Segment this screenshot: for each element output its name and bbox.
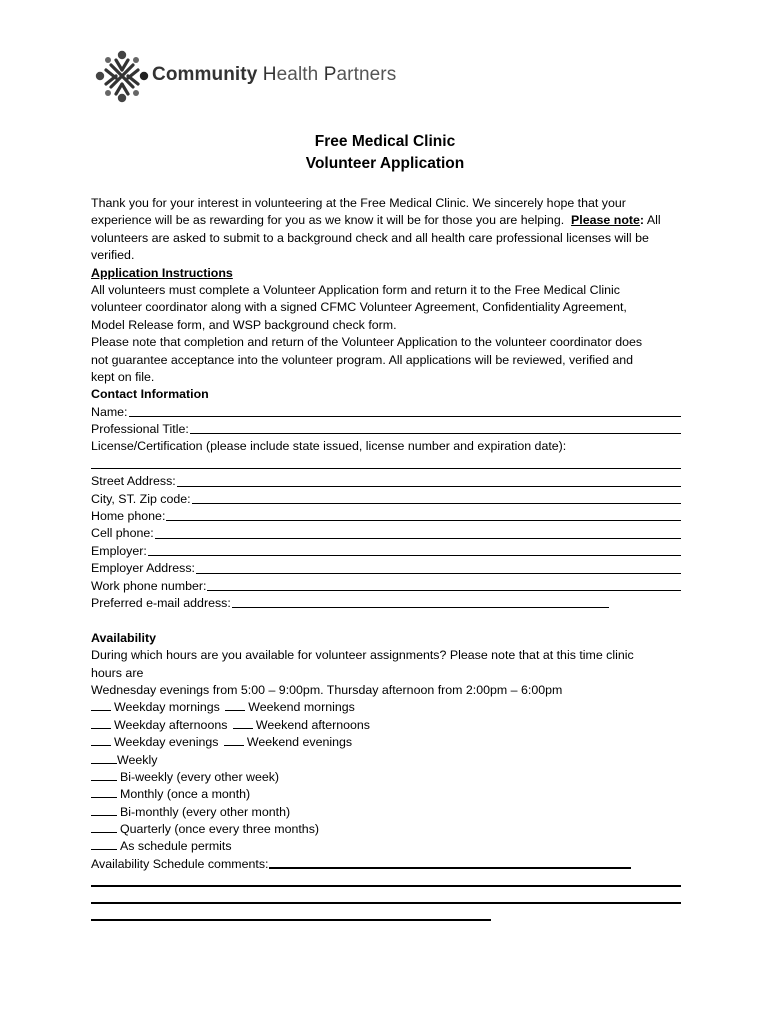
availability-option-row: Weekday evenings Weekend evenings	[91, 734, 681, 751]
weekly-blank[interactable]	[91, 752, 117, 764]
city-state-zip-field[interactable]: City, ST. Zip code:	[91, 491, 681, 508]
frequency-option: Monthly (once a month)	[91, 786, 681, 803]
employer-field[interactable]: Employer:	[91, 543, 681, 560]
instructions-line: volunteer coordinator along with a signed CFMC Volunteer Agreement, Confidentiality Agreement,	[91, 300, 627, 315]
weekday-mornings-blank[interactable]	[91, 699, 111, 711]
employer-address-field[interactable]: Employer Address:	[91, 560, 681, 577]
community-health-partners-logo	[92, 48, 397, 108]
please-note-label: Please note	[571, 213, 640, 228]
intro-text-line: Thank you for your interest in volunteering at the Free Medical Clinic. We sincerely hope that your	[91, 196, 626, 210]
clinic-hours-text: Wednesday evenings from 5:00 – 9:00pm. Thursday afternoon from 2:00pm – 6:00pm	[91, 682, 563, 697]
weekend-evenings-blank[interactable]	[224, 734, 244, 746]
weekend-afternoons-blank[interactable]	[233, 717, 253, 729]
license-field[interactable]	[91, 456, 681, 473]
frequency-option: Bi-monthly (every other month)	[91, 804, 681, 821]
frequency-option: As schedule permits	[91, 838, 681, 855]
logo-wordmark: Community Health Partners	[152, 64, 397, 85]
cell-phone-field[interactable]: Cell phone:	[91, 525, 681, 542]
professional-title-field[interactable]: Professional Title:	[91, 421, 681, 438]
availability-comments-field[interactable]: Availability Schedule comments:	[91, 856, 631, 873]
license-label: License/Certification (please include state issued, license number and expiration date):	[91, 439, 567, 454]
availability-option-row: Weekday afternoons Weekend afternoons	[91, 717, 681, 734]
instructions-heading: Application Instructions	[91, 265, 233, 280]
page-subtitle: Volunteer Application	[305, 155, 465, 172]
logo-emblem-icon	[92, 48, 152, 108]
name-field[interactable]: Name:	[91, 404, 681, 421]
frequency-option: Bi-weekly (every other week)	[91, 769, 681, 786]
availability-question: hours are	[91, 665, 144, 680]
intro-text-line: volunteers are asked to submit to a background check and all health care professional licenses will be	[91, 230, 649, 245]
availability-option-row: Weekday mornings Weekend mornings	[91, 699, 681, 716]
biweekly-blank[interactable]	[91, 769, 117, 781]
application-form	[91, 195, 681, 925]
intro-text-line: verified.	[91, 248, 135, 263]
quarterly-blank[interactable]	[91, 821, 117, 833]
work-phone-field[interactable]: Work phone number:	[91, 578, 681, 595]
monthly-blank[interactable]	[91, 786, 117, 798]
bimonthly-blank[interactable]	[91, 804, 117, 816]
frequency-option: Weekly	[91, 752, 681, 769]
frequency-option: Quarterly (once every three months)	[91, 821, 681, 838]
weekend-mornings-blank[interactable]	[225, 699, 245, 711]
page-title: Free Medical Clinic	[314, 133, 456, 150]
instructions-line: not guarantee acceptance into the volunteer program. All applications will be reviewed, verified and	[91, 352, 634, 367]
email-field[interactable]: Preferred e-mail address:	[91, 595, 609, 612]
instructions-line: Please note that completion and return of the Volunteer Application to the volunteer coordinator does	[91, 335, 643, 350]
weekday-afternoons-blank[interactable]	[91, 717, 111, 729]
instructions-line: Model Release form, and WSP background check form.	[91, 317, 397, 332]
as-schedule-permits-blank[interactable]	[91, 838, 117, 850]
contact-heading: Contact Information	[91, 387, 209, 402]
home-phone-field[interactable]: Home phone:	[91, 508, 681, 525]
availability-question: During which hours are you available for volunteer assignments? Please note that at this time clinic	[91, 648, 634, 663]
weekday-evenings-blank[interactable]	[91, 734, 111, 746]
instructions-line: All volunteers must complete a Volunteer Application form and return it to the Free Medical Clinic	[91, 282, 620, 297]
instructions-line: kept on file.	[91, 369, 155, 384]
comments-line[interactable]	[91, 908, 491, 925]
comments-line[interactable]	[91, 891, 681, 908]
street-address-field[interactable]: Street Address:	[91, 473, 681, 490]
availability-heading: Availability	[91, 630, 156, 645]
comments-line[interactable]	[91, 873, 681, 890]
intro-text-line: experience will be as rewarding for you as we know it will be for those you are helping. Please note: All	[91, 213, 661, 228]
